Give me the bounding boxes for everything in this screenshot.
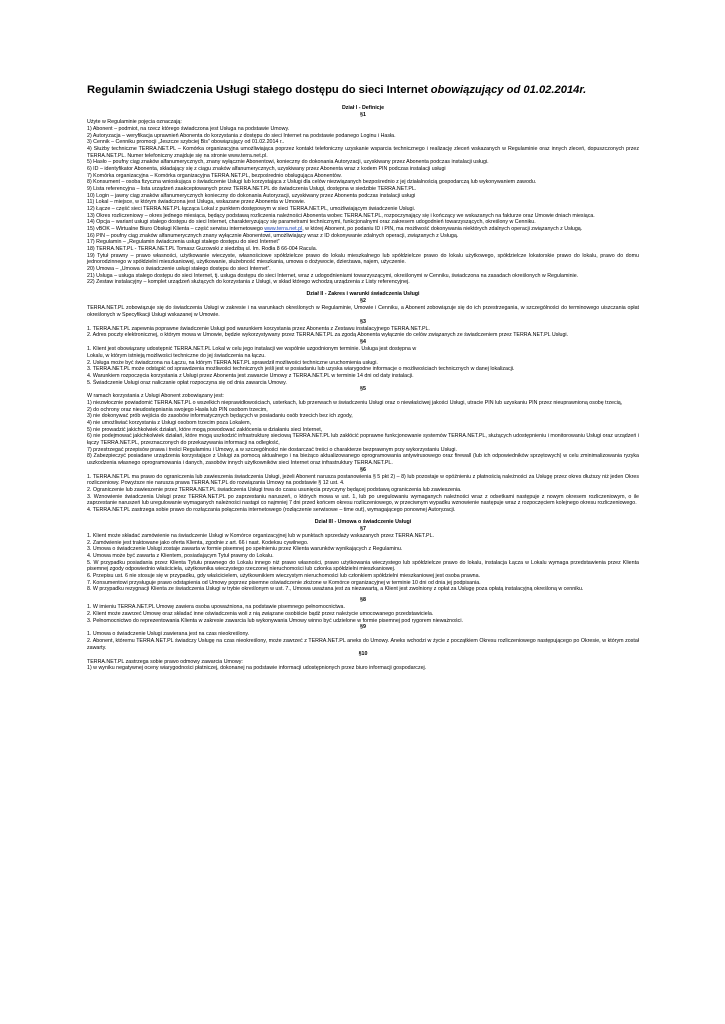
text-line: 5) Hasło – poufny ciąg znaków alfanumerycznych, znany wyłącznie Abonentowi, konieczny do dokonania Autoryzacji, uzyskiwany przez Abonenta podczas instalacji usługi. bbox=[87, 159, 489, 166]
text-line: 16) PIN – poufny ciąg znaków alfanumerycznych znany wyłącznie Abonentowi, umożliwiający wraz z ID dokonywanie zdalnych operacji, związanych z Usługą. bbox=[87, 232, 459, 239]
paragraph-3-list bbox=[87, 326, 639, 339]
text-line: 1. W imieniu TERRA.NET.PL Umowę zawiera osoba upoważniona, na podstawie pisemnego pełnomocnictwa. bbox=[87, 604, 345, 611]
text-line: 1) w wyniku negatywnej oceny wiarygodności płatniczej, dokonanej na podstawie informacji udostępnionych przez biuro informacji gospodarczej. bbox=[87, 665, 427, 672]
text-line: 15) vBOK – Wirtualne Biuro Obsługi Klienta – część serwisu internetowego www.terra.net.pl, w której Abonent, po podaniu ID i PIN, ma możliwość dokonywania niektórych zdalnych operacji związanych z Usługą. bbox=[87, 225, 583, 232]
text-line: W ramach korzystania z Usługi Abonent zobowiązany jest: bbox=[87, 393, 224, 400]
text-line: 8. W przypadku rezygnacji Klienta ze świadczenia Usługi w trybie określonym w ust. 7., Umowa uważana jest za niezawartą, a Klient jest zwolniony z opłat za Usługę poza opłatą instalacyjną określoną w cenniku. bbox=[87, 586, 584, 593]
text-line: 4. Warunkiem rozpoczęcia korzystania z Usługi przez Abonenta jest zawarcie Umowy z TERRA.NET.PL w terminie 14 dni od daty instalacji. bbox=[87, 372, 414, 379]
text-line: 1. Umowa o świadczenie Usługi zawierana jest na czas nieokreślony. bbox=[87, 631, 250, 638]
definitions-list bbox=[87, 119, 639, 285]
document-page bbox=[87, 84, 639, 672]
text-line: 3) nie dokonywać prób wejścia do zasobów informatycznych będących w posiadaniu osób trzecich bez ich zgody, bbox=[87, 413, 353, 420]
text-line: 4) nie umożliwiać korzystania z Usługi osobom trzecim poza Lokalem, bbox=[87, 420, 251, 427]
text-line: Lokalu, w którym istnieją możliwości techniczne do jej świadczenia na łączu. bbox=[87, 352, 266, 359]
text-line: 20) Umowa – „Umowa o świadczenie usługi stałego dostępu do sieci Internet”. bbox=[87, 265, 271, 272]
text-line: 1. Klient jest obowiązany udostępnić TERRA.NET.PL Lokal w celu jego instalacji we wspólnie uzgodnionym terminie. Usługa jest dostępna w bbox=[87, 346, 417, 353]
paragraph-8-list bbox=[87, 604, 639, 624]
text-line: 1. TERRA.NET.PL zapewnia poprawne świadczenie Usługi pod warunkiem korzystania przez Abonenta z Zestawu instalacyjnego TERRA.NET.PL. bbox=[87, 325, 430, 332]
text-line: 21) Usługa – usługa stałego dostępu do sieci Internet, tj. usługa dostępu do sieci Internet, wraz z udogodnieniami towarzyszącymi, określonymi w Cenniku, świadczona na zasadach określonych w Regulaminie. bbox=[87, 272, 579, 279]
text-line: 1. TERRA.NET.PL ma prawo do ograniczenia lub zawieszenia świadczenia Usługi, jeżeli Abonent narusza postanowienia § 5 pkt 2) – 8) lub pozostaje w opóźnieniu z płatnością należności za Usługę przez okres dłuższy niż jeden Okres rozliczeniowy. Powyższe nie narusza prawa TERRA.NET.PL do rozwiązania Umowy na podstawie § 12 ust. 4. bbox=[87, 473, 639, 487]
text-line: 18) TERRA.NET.PL - TERRA.NET.PL Tomasz Guzowski z siedzibą ul. Im. Rodła 8 66-004 Racula. bbox=[87, 245, 318, 252]
paragraph-2-text: TERRA.NET.PL zobowiązuje się do świadczenia Usługi w zakresie i na warunkach określonych w Regulaminie, Umowie i Cenniku, a Abonent zobowiązuje się do ich przestrzegania, w szczególności do terminowego uiszczania opłat określonych w Specyfikacji Usługi wskazanej w Umowie. bbox=[87, 305, 639, 318]
text-line: 17) Regulamin – „Regulamin świadczenia usługi stałego dostępu do sieci Internet” bbox=[87, 239, 280, 246]
text-line: 7) Komórka organizacyjna – Komórka organizacyjna TERRA.NET.PL, bezpośrednio obsługująca Abonentów. bbox=[87, 172, 342, 179]
text-line: 11) Lokal – miejsce, w którym świadczona jest Usługa, wskazane przez Abonenta w Umowie. bbox=[87, 199, 306, 206]
paragraph-5-list bbox=[87, 393, 639, 466]
paragraph-number-3: §3 bbox=[360, 318, 366, 325]
text-line: 3. Wznowienie świadczenia Usługi przez TERRA.NET.PL po zaprzestaniu naruszeń, o których mowa w ust. 1, lub po uregulowaniu wymaganych należności wraz z odsetkami następuje z nowym okresem rozliczeniowym, o ile zaprzestanie naruszeń lub uregulowanie wymaganych należności nastąpi co najmniej 7 dni przed końcem okresu rozliczeniowego, w przeciwnym wypadku wznowienie następuje wraz z rozpoczęciem kolejnego okresu rozliczeniowego. bbox=[87, 493, 639, 507]
text-line: 7. Konsumentowi przysługuje prawo odstąpienia od Umowy poprzez pisemne oświadczenie złożone w Komórce organizacyjnej w terminie 10 dni od dnia jej podpisania. bbox=[87, 579, 481, 586]
text-line: TERRA.NET.PL zastrzega sobie prawo odmowy zawarcia Umowy: bbox=[87, 658, 243, 665]
text-line: 5) nie prowadzić jakichkolwiek działań, które mogą powodować zakłócenia w działaniu sieci Internet, bbox=[87, 426, 323, 433]
text-line: 5. W przypadku posiadania przez Klienta Tytułu prawnego do Lokalu innego niż prawo własności, prawo użytkowania wieczystego lub spółdzielcze prawo do lokalu, instalacja Łącza w Lokalu wymaga przedstawienia przez Klienta pisemnej zgody odpowiednio właściciela, użytkownika wieczystego rzeczonej nieruchomości lub członka spółdzielni mieszkaniowej. bbox=[87, 559, 639, 573]
text-line: 8) Zabezpieczyć posiadane urządzenia korzystające z Usługi za pomocą aktualnego i na bieżąco aktualizowanego oprogramowania antywirusowego oraz firewall (lub ich odpowiedników sprzętowych) w celu zminimalizowania ryzyka uszkodzenia własnego oprogramowania i danych, zasobów innych użytkowników sieci Internet oraz infrastruktury TERRA.NET.PL. bbox=[87, 453, 639, 466]
title-main: Regulamin świadczenia Usługi stałego dostępu do sieci Internet bbox=[87, 84, 431, 96]
text-line: 22) Zestaw instalacyjny – komplet urządzeń służących do korzystania z Usługi, w skład którego wchodzą urządzenia z Listy referencyjnej. bbox=[87, 279, 410, 286]
text-line: 2. Usługa może być świadczona na Łączu, na którym TERRA.NET.PL sprawdził możliwości techniczne uruchomienia usługi. bbox=[87, 359, 378, 366]
paragraph-number-2: §2 bbox=[360, 298, 366, 305]
paragraph-number-8: §8 bbox=[360, 597, 366, 604]
paragraph-7-list bbox=[87, 533, 639, 593]
text-line: 8) Konsument – osoba fizyczna wnioskująca o świadczenie Usługi lub korzystająca z Usługi dla celów niezwiązanych bezpośrednio z jej działalnością gospodarczą lub wykonywaniem zawodu. bbox=[87, 179, 537, 186]
text-line: 3. Pełnomocnictwo do reprezentowania Klienta w zakresie zawarcia lub wykonywania Umowy winno być udzielone w formie pisemnej pod rygorem nieważności. bbox=[87, 617, 463, 624]
text-line: 13) Okres rozliczeniowy – okres jednego miesiąca, będący podstawą rozliczenia należności Abonenta wobec TERRA.NET.PL, rozpoczynający się i kończący we wskazanych na fakturze oraz Umowie dniach miesiąca. bbox=[87, 212, 595, 219]
text-line: 4) Służby techniczne TERRA.NET.PL – Komórka organizacyjna umożliwiająca poprzez kontakt telefoniczny uzyskanie wsparcia technicznego i realizację zleceń wskazanych w Regulaminie oraz innych zleceń, dopuszczonych przez TERRA.NET.PL. Numer telefoniczny znajduje się na stronie www.terra.net.pl. bbox=[87, 146, 639, 159]
text-line: 1) Abonent – podmiot, na rzecz którego świadczona jest Usługa na podstawie Umowy. bbox=[87, 126, 290, 133]
terra-website-link[interactable]: www.terra.net.pl bbox=[264, 225, 303, 232]
section-heading-dzial-1: Dział I - Definicje bbox=[341, 105, 385, 111]
text-line: 6) ID – identyfikator Abonenta, składający się z ciągu znaków alfanumerycznych, uzyskiwany przez Abonenta wraz z kodem PIN podczas instalacji usługi bbox=[87, 166, 446, 172]
paragraph-number-9: §9 bbox=[360, 624, 366, 631]
paragraph-6-list bbox=[87, 474, 639, 514]
document-title bbox=[87, 84, 639, 96]
text-line: 10) Login – jawny ciąg znaków alfanumerycznych konieczny do dokonania Autoryzacji, uzyskiwany przez Abonenta podczas instalacji usługi bbox=[87, 192, 416, 199]
text-line: 3. Umowa o świadczenie Usługi zostaje zawarta w formie pisemnej po spełnieniu przez Klienta warunków wynikających z Regulaminu. bbox=[87, 546, 403, 553]
text-line: 6) nie podejmować jakichkolwiek działań, które mogą uszkodzić infrastrukturę sieciową TERRA.NET.PL lub zakłócić poprawne funkcjonowanie systemów TERRA.NET.PL, służących udostępnieniu i monitorowaniu Usługi oraz urządzeń i łączy TERRA.NET.PL, przeznaczonych do przekazywania informacji na odległość, bbox=[87, 433, 639, 446]
text-line: 2. Abonent, któremu TERRA.NET.PL świadczy Usługę na czas nieokreślony, może zawrzeć z TERRA.NET.PL aneks do Umowy. Aneks wchodzi w życie z początkiem Okresu rozliczeniowego następującego po Okresie, w którym został zawarty. bbox=[87, 638, 639, 651]
text-line: 2) do ochrony oraz nieudostępniania swojego Hasła lub PIN osobom trzecim, bbox=[87, 406, 268, 413]
text-line: 6. Przepisu ust. 6 nie stosuje się w przypadku, gdy właścicielem, użytkownikiem wieczystym nieruchomości lub członkiem spółdzielni mieszkaniowej jest osoba prawna. bbox=[87, 573, 481, 580]
paragraph-9-list bbox=[87, 631, 639, 651]
section-heading-dzial-2: Dział II - Zakres i warunki świadczenia Usługi bbox=[306, 290, 420, 297]
text-line: 19) Tytuł prawny – prawo własności, użytkowanie wieczyste, własnościowe spółdzielcze prawo do lokalu mieszkalnego lub spółdzielcze prawo do lokalu użytkowego, spółdzielcze lokatorskie prawo do lokalu, prawo do domu jednorodzinnego w spółdzielni mieszkaniowej, użytkowanie, służebność mieszkania, umowa o dożywocie, dzierżawa, najem, użyczenie. bbox=[87, 252, 639, 266]
text-line: 1) niezwłocznie powiadomić TERRA.NET.PL o wszelkich nieprawidłowościach, usterkach, lub przerwach w świadczeniu Usługi oraz o niewłaściwej jakości Usługi, utracie PIN lub uzyskaniu PIN przez nieuprawnioną osobę trzecią, bbox=[87, 400, 623, 407]
section-heading-dzial-3: Dział III - Umowa o świadczenie Usługi bbox=[314, 518, 412, 525]
text-line: 4. TERRA.NET.PL zastrzega sobie prawo do rozłączania połączenia internetowego (rozłączenie serwisowe – time out), wymagającego ponownej Autoryzacji. bbox=[87, 507, 456, 514]
text-line: 5. Świadczenie Usługi oraz naliczanie opłat rozpoczyna się od dnia zawarcia Umowy. bbox=[87, 379, 287, 386]
text-line: 3) Cennik – Cenniku promocji „Jeszcze szybciej Bis” obowiązujący od 01.02.2014 r.. bbox=[87, 139, 285, 146]
paragraph-number-4: §4 bbox=[360, 339, 366, 346]
title-effective-date: obowiązujący od 01.02.2014r. bbox=[430, 84, 587, 96]
text-line: 14) Opcja – wariant usługi stałego dostępu do sieci Internet, charakteryzujący się parametrami technicznymi, funkcjonalnymi oraz zakresem udogodnień towarzyszących, określony w Cenniku. bbox=[87, 219, 536, 226]
text-line: 2. Klient może zawrzeć Umowę oraz składać inne oświadczenia woli z nią związane osobiście bądź przez należycie umocowanego przedstawiciela. bbox=[87, 610, 434, 617]
paragraph-number-1: §1 bbox=[360, 112, 366, 119]
text-line: 2. Ograniczenie lub zawieszenie przez TERRA.NET.PL świadczenia Usługi trwa do czasu usunięcia przyczyny będącej podstawą ograniczenia lub zawieszenia. bbox=[87, 487, 462, 494]
paragraph-number-10: §10 bbox=[358, 651, 368, 658]
text-line: 3. TERRA.NET.PL może odstąpić od sprawdzenia możliwości technicznych jeśli jest w posiadaniu lub uzyska wiarygodne informacje o możliwościach technicznych w danej lokalizacji. bbox=[87, 366, 515, 373]
paragraph-4-list bbox=[87, 346, 639, 386]
text-line: 2) Autoryzacja – weryfikacja uprawnień Abonenta do korzystania z dostępu do sieci Internet na podstawie podanego Loginu i Hasła. bbox=[87, 132, 396, 139]
paragraph-number-6: §6 bbox=[360, 466, 366, 473]
paragraph-10-list bbox=[87, 659, 639, 672]
text-line: 1. Klient może składać zamówienie na świadczenie Usługi w Komórce organizacyjnej lub w punktach sprzedaży wskazanych przez TERRA.NET.PL. bbox=[87, 533, 435, 540]
text-line: 2. Adres poczty elektronicznej, o którym mowa w Umowie, będzie wykorzystywany przez TERRA.NET.PL za zgodą Abonenta wyłącznie do celów związanych ze świadczeniem przez TERRA.NET.PL Usługi. bbox=[87, 332, 569, 339]
text-line: Użyte w Regulaminie pojęcia oznaczają: bbox=[87, 119, 182, 126]
paragraph-number-5: §5 bbox=[360, 386, 366, 393]
text-line: 4. Umowa może być zawarta z Klientem, posiadającym Tytuł prawny do Lokalu. bbox=[87, 553, 274, 560]
text-line: 7) przestrzegać przepisów prawa i treści Regulaminu i Umowy, a w szczególności nie dostarczać treści o charakterze bezprawnym przy wykorzystaniu Usługi. bbox=[87, 446, 457, 453]
text-line: 9) Lista referencyjna – lista urządzeń zaakceptowanych przez TERRA.NET.PL do świadczenia Usługi, dostępna w siedzibie TERRA.NET.PL. bbox=[87, 185, 417, 192]
text-line: 12) Łącze – część sieci TERRA.NET.PL łącząca Lokal z punktem dostępowym w sieci TERRA.NET.PL, umożliwiającym świadczenie Usługi. bbox=[87, 205, 416, 212]
paragraph-number-7: §7 bbox=[360, 525, 366, 532]
text-line: 2. Zamówienie jest traktowane jako oferta Klienta, zgodnie z art. 66 i nast. Kodeksu cywilnego. bbox=[87, 539, 309, 546]
